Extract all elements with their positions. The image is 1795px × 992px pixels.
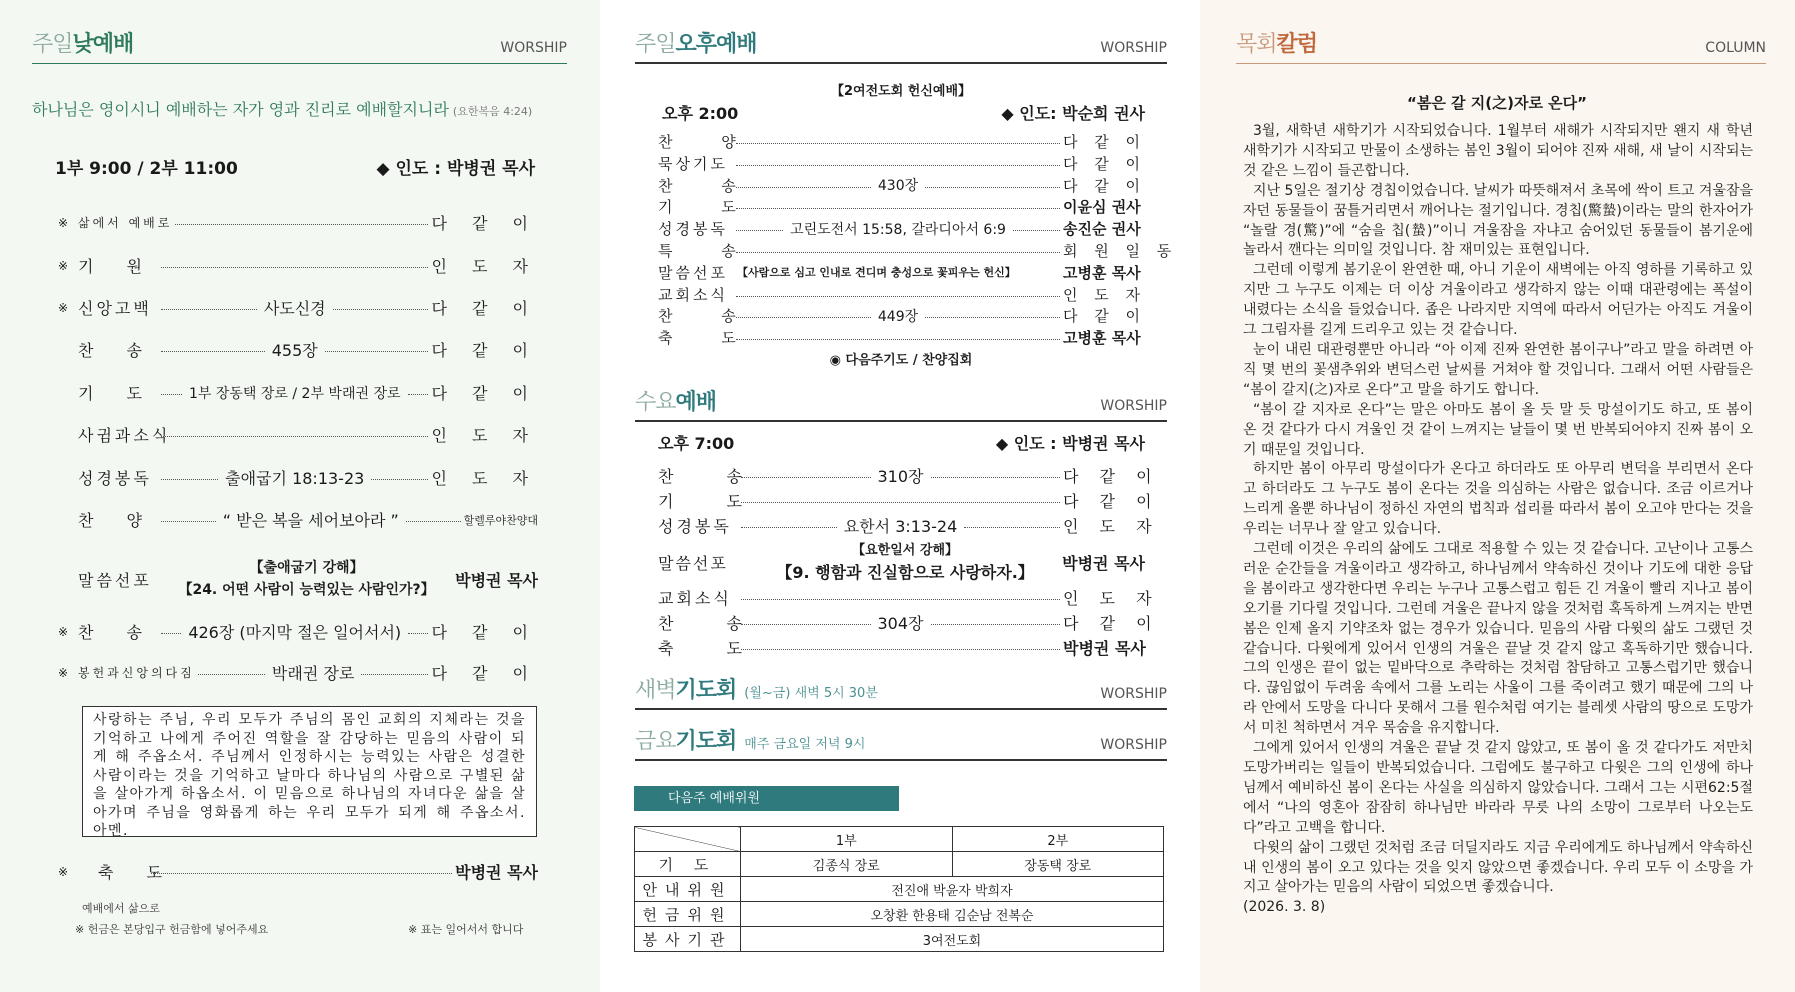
item-label: 기 원 xyxy=(78,257,156,276)
order-item xyxy=(58,381,538,404)
column-paragraph: 3월, 새학년 새학기가 시작되었습니다. 1월부터 새해가 시작되지만 왠지 새 학년 새학기가 시작되고 만물이 소생하는 봄인 3월이 되어야 진짜 새해, 새 날이 시작되는 것 같은 느낌이 들곤합니다. xyxy=(1243,123,1753,179)
theme-verse xyxy=(32,97,532,120)
item-who: 다 같 이 xyxy=(1063,467,1160,486)
wed-sermon-label: 말씀선포 xyxy=(658,553,728,573)
column-paragraph: 지난 5일은 절기상 경칩이었습니다. 날씨가 따뜻해져서 초목에 싹이 트고 겨울잠을 자던 동물들이 꿈틀거리면서 깨어나는 절기입니다. 경칩(驚蟄)이라는 말의 한자어가 “놀랄 경(驚)”에 “숨을 칩(蟄)”이니 겨울잠을 자냐고 숨어있던 동물들이 봄기운에 놀라서 깬다는 의미일 것입니다. 참 재미있는 표현입니다. xyxy=(1243,182,1753,259)
order-item xyxy=(658,327,1145,348)
item-detail: 310장 xyxy=(877,467,924,486)
wed-sermon-series: 【요한일서 강해】 xyxy=(852,543,958,558)
order-item xyxy=(658,464,1160,487)
footer-note-2: ※ 헌금은 본당입구 헌금함에 넣어주세요 xyxy=(75,923,269,936)
wed-leader: ◆ 인도 : 박병권 목사 xyxy=(995,434,1145,453)
item-who: 다 같 이 xyxy=(1063,154,1147,173)
leader-dots xyxy=(736,230,783,231)
table-cell: 김종식 장로 xyxy=(741,852,953,877)
section-title: 주일낮예배 xyxy=(32,32,134,57)
wed-time-row xyxy=(658,431,1145,454)
item-who: 박병권 목사 xyxy=(1063,639,1146,658)
wed-time: 오후 7:00 xyxy=(658,434,735,453)
item-label: 찬 송 xyxy=(658,176,758,195)
divider xyxy=(32,63,567,64)
row-label: 기 도 xyxy=(635,852,741,877)
service-leader: ◆ 인도 : 박병권 목사 xyxy=(376,159,535,179)
table-cell: 장동택 장로 xyxy=(952,852,1164,877)
prayer-box xyxy=(82,706,537,837)
leader-dots xyxy=(161,479,218,480)
item-detail: 출애굽기 18:13-23 xyxy=(225,469,365,488)
item-label: 성경봉독 xyxy=(658,220,728,239)
benediction-who: 박병권 목사 xyxy=(455,863,538,882)
order-item xyxy=(58,661,538,684)
item-label: 묵상기도 xyxy=(658,154,728,173)
section-header: 목회칼럼 COLUMN xyxy=(1236,24,1766,64)
item-who: 다 같 이 xyxy=(1063,176,1147,195)
leader-dots xyxy=(161,436,428,437)
order-item xyxy=(58,508,538,531)
leader-dots xyxy=(736,187,871,188)
item-label: 교회소식 xyxy=(658,589,732,608)
column-paragraph: 그런데 이렇게 봄기운이 완연한 때, 아니 기운이 새벽에는 아직 영하를 기록하고 있지만 그 누구도 이제는 더 이상 겨울이라고 생각하지 않는 이때 대관령에는 폭설이 내렸다는 소식을 들었습니다. 좁은 나라지만 지역에 따라서 어딘가는 아직도 겨울이 그 그림자를 길게 드리우고 있는 것 같습니다. xyxy=(1243,262,1753,339)
item-label: 축 도 xyxy=(658,329,758,348)
sermon-preacher: 박병권 목사 xyxy=(455,570,538,590)
order-item xyxy=(58,338,538,361)
section-header xyxy=(32,24,567,64)
leader-dots xyxy=(161,309,257,310)
col-header-2: 2부 xyxy=(952,827,1164,852)
item-detail: 1부 장동택 장로 / 2부 박래권 장로 xyxy=(188,385,401,402)
service-subtitle: 【2여전도회 헌신예배】 xyxy=(830,84,972,99)
mark: ※ xyxy=(58,215,69,230)
item-who: 다 같 이 xyxy=(431,623,539,642)
item-who: 할렐루야찬양대 xyxy=(463,513,539,527)
sunday-morning-panel xyxy=(0,0,600,992)
service-time: 1부 9:00 / 2부 11:00 xyxy=(55,159,238,179)
sermon-title: 【24. 어떤 사람이 능력있는 사람인가?】 xyxy=(178,582,435,598)
leader-dots xyxy=(175,224,428,225)
leader-dots xyxy=(408,394,429,395)
item-label: 사귐과소식 xyxy=(78,426,171,445)
item-label: 성경봉독 xyxy=(78,469,152,488)
order-item xyxy=(658,131,1145,152)
order-item xyxy=(658,175,1145,196)
item-label: 찬 송 xyxy=(658,467,766,486)
item-who: 고병훈 목사 xyxy=(1063,263,1141,282)
column-paragraph: “봄이 갈 지자로 온다”는 말은 아마도 봄이 올 듯 말 듯 망설이기도 하고, 또 봄이 온 것 같다가 다시 겨울인 것 같이 느껴지는 날들이 몇 번 반복되어야지 진짜 봄이 오기 때문일 것입니다. xyxy=(1243,401,1753,458)
mark: ※ xyxy=(58,258,69,273)
item-who: 고병훈 목사 xyxy=(1063,329,1141,348)
item-who: 인 도 자 xyxy=(1063,517,1160,536)
order-item xyxy=(658,218,1145,239)
col-header-1: 1부 xyxy=(741,827,953,852)
section-en-label: WORSHIP xyxy=(500,40,567,56)
item-label: 말씀선포 xyxy=(658,263,728,282)
item-who: 다 같 이 xyxy=(431,384,539,403)
column-paragraph: 하지만 봄이 아무리 망설이다가 온다고 하더라도 또 아무리 변덕을 부리면서 온다고 하더라도 그 누구도 봄이 온다는 것을 의심하는 사람은 없습니다. 조금 이르거나 느리게 올뿐 하나님이 정하신 자연의 법칙과 섭리를 따라서 봄이 오고야 만다는 것을 우리는 너무나 잘 알고 있습니다. xyxy=(1243,461,1753,538)
section-header: 주일오후예배 WORSHIP xyxy=(635,24,1167,64)
item-who: 회 원 일 동 xyxy=(1063,242,1178,260)
item-label: 특 송 xyxy=(658,242,758,260)
item-who: 인 도 자 xyxy=(431,469,539,488)
item-detail: 박래권 장로 xyxy=(271,664,355,683)
item-detail: 【사람으로 심고 인내로 견디며 충성으로 꽃피우는 헌신】 xyxy=(737,266,1016,280)
order-item xyxy=(58,254,538,277)
column-paragraph: (2026. 3. 8) xyxy=(1243,899,1326,916)
service-time-row xyxy=(662,101,1145,124)
sermon-row xyxy=(58,556,538,602)
leader-dots xyxy=(741,624,871,625)
leader-dots xyxy=(741,599,1060,600)
table-cell: 전진애 박윤자 박희자 xyxy=(741,877,1164,902)
footer-note-1: 예배에서 삶으로 xyxy=(82,902,160,915)
item-label: 교회소식 xyxy=(658,285,728,304)
column-paragraph: 다윗의 삶이 그랬던 것처럼 조금 더딜지라도 지금 우리에게도 하나님께서 약속하신 내 인생의 봄이 오고 있다는 것을 잊지 않았으면 좋겠습니다. 우리 모두 이 소망을 가지고 살아가는 믿음의 사람이 되었으면 좋겠습니다. xyxy=(1243,839,1753,896)
table-cell: 오창환 한용태 김순남 전복순 xyxy=(741,902,1164,927)
wednesday-header: 수요예배 WORSHIP xyxy=(635,382,1167,422)
leader-dots xyxy=(161,394,182,395)
item-label: 기 도 xyxy=(658,492,766,511)
item-who: 다 같 이 xyxy=(1063,307,1147,326)
mark: ※ xyxy=(58,665,69,680)
leader-dots xyxy=(964,527,1060,528)
item-label: 찬 송 xyxy=(78,623,156,642)
leader-dots xyxy=(161,351,265,352)
leader-dots xyxy=(371,479,428,480)
item-label: 봉헌과신앙의다짐 xyxy=(78,666,195,680)
item-who: 인 도 자 xyxy=(1063,589,1160,608)
item-label: 찬 송 xyxy=(658,614,766,633)
item-label: 축 도 xyxy=(658,639,766,658)
dawn-prayer-header: 새벽기도회 (월~금) 새벽 5시 30분 WORSHIP xyxy=(635,670,1167,710)
order-item xyxy=(658,305,1145,326)
item-who: 인 도 자 xyxy=(431,257,538,276)
order-item xyxy=(658,153,1145,174)
order-item xyxy=(658,514,1160,537)
item-detail: 304장 xyxy=(877,614,924,633)
item-who: 다 같 이 xyxy=(431,214,538,233)
order-item xyxy=(58,620,538,643)
item-detail: 사도신경 xyxy=(263,299,326,318)
order-item xyxy=(658,611,1160,634)
item-who: 송진순 권사 xyxy=(1063,220,1141,239)
mark: ※ xyxy=(58,300,69,315)
item-who: 인 도 자 xyxy=(431,426,538,445)
leader-dots xyxy=(161,521,216,522)
item-detail: 430장 xyxy=(877,178,919,195)
item-label: 기 도 xyxy=(78,384,156,403)
row-label: 봉사기관 xyxy=(635,927,741,952)
leader-dots xyxy=(736,252,1060,253)
order-item xyxy=(658,586,1160,609)
leader-dots xyxy=(325,351,429,352)
item-who: 이윤심 권사 xyxy=(1063,198,1141,217)
footer-note-3: ※ 표는 일어서서 합니다 xyxy=(408,923,524,936)
order-item xyxy=(58,423,538,446)
item-label: 기 도 xyxy=(658,198,758,217)
table-cell: 3여전도회 xyxy=(741,927,1164,952)
wed-sermon-row xyxy=(658,540,1145,584)
item-who: 다 같 이 xyxy=(1063,133,1147,151)
leader-dots xyxy=(741,649,1060,650)
next-week-note: ◉ 다음주기도 / 찬양집회 xyxy=(829,353,973,368)
item-who: 다 같 이 xyxy=(431,664,539,683)
leader-dots xyxy=(408,633,428,634)
leader-dots xyxy=(931,624,1061,625)
leader-dots xyxy=(931,477,1061,478)
item-label: 찬 양 xyxy=(78,511,156,530)
row-label: 헌금위원 xyxy=(635,902,741,927)
column-paragraph: 눈이 내린 대관령뿐만 아니라 “아 이제 진짜 완연한 봄이구나”라고 말을 하려면 아직 몇 번의 꽃샘추위와 변덕스런 날씨를 거쳐야 할 것입니다. 그래서 어떤 사람들은 “봄이 갈지(之)자로 온다”고 말을 하기도 합니다. xyxy=(1243,341,1753,398)
mark: ※ xyxy=(58,624,69,639)
leader-dots xyxy=(198,674,265,675)
order-item xyxy=(58,296,538,319)
service-time-row xyxy=(55,154,535,179)
verse-text: 하나님은 영이시니 예배하는 자가 영과 진리로 예배할지니라 xyxy=(32,100,449,119)
order-item xyxy=(658,489,1160,512)
service-leader: ◆ 인도: 박순희 권사 xyxy=(1001,104,1145,123)
item-label: 신앙고백 xyxy=(78,299,152,318)
item-who: 다 같 이 xyxy=(1063,614,1160,633)
order-item xyxy=(658,284,1145,305)
verse-ref: (요한복음 4:24) xyxy=(452,105,533,118)
wed-sermon-preacher: 박병권 목사 xyxy=(1062,553,1145,573)
item-label: 찬 송 xyxy=(78,341,156,360)
prayer-text: 사랑하는 주님, 우리 모두가 주님의 몸인 교회의 지체라는 것을 기억하고 나에게 주어진 역할을 잘 감당하는 믿음의 사람이 되게 해 주옵소서. 주님께서 인정하시는 능력있는 사람은 성결한 사람이라는 것을 기억하고 날마다 하나님의 사람으로 구별된 삶을 살아가게 하옵소서. 이 믿음으로 하나님의 자녀다운 삶을 살아가며 주님을 영화롭게 하는 우리 모두가 되게 해 주옵소서. 아멘. xyxy=(93,712,526,839)
sermon-label: 말씀선포 xyxy=(78,570,152,590)
order-item xyxy=(58,466,538,489)
leader-dots xyxy=(736,208,1060,209)
leader-dots xyxy=(741,502,1060,503)
item-detail: “ 받은 복을 세어보아라 ” xyxy=(222,511,399,530)
leader-dots xyxy=(925,317,1060,318)
row-label: 안내위원 xyxy=(635,877,741,902)
leader-dots xyxy=(161,633,181,634)
committee-tag: 다음주 예배위원 xyxy=(634,786,899,811)
column-body xyxy=(1243,122,1753,918)
item-detail: 고린도전서 15:58, 갈라디아서 6:9 xyxy=(790,221,1006,238)
friday-prayer-header: 금요기도회 매주 금요일 저녁 9시 WORSHIP xyxy=(635,721,1167,761)
item-label: 삶에서 예배로 xyxy=(78,216,173,230)
order-item xyxy=(658,196,1145,217)
item-detail: 455장 xyxy=(271,341,318,360)
leader-dots xyxy=(736,296,1060,297)
order-item xyxy=(658,636,1145,659)
leader-dots xyxy=(736,317,871,318)
order-item xyxy=(658,262,1145,283)
leader-dots xyxy=(741,527,837,528)
leader-dots xyxy=(736,165,1060,166)
leader-dots xyxy=(361,674,428,675)
item-who: 다 같 이 xyxy=(1063,492,1160,511)
committee-table xyxy=(634,826,1164,952)
item-detail: 449장 xyxy=(877,308,919,325)
leader-dots xyxy=(736,339,1060,340)
column-title: “봄은 갈 지(之)자로 온다” xyxy=(1406,94,1587,112)
leader-dots xyxy=(1013,230,1060,231)
item-who: 다 같 이 xyxy=(431,299,538,318)
leader-dots xyxy=(925,187,1060,188)
benediction-row: ※ 축 도 박병권 목사 xyxy=(58,860,538,883)
item-detail: 426장 (마지막 절은 일어서서) xyxy=(188,623,402,642)
leader-dots xyxy=(406,521,461,522)
item-label: 성경봉독 xyxy=(658,517,732,536)
order-item xyxy=(658,240,1178,261)
leader-dots xyxy=(333,309,429,310)
leader-dots xyxy=(741,477,871,478)
sermon-series: 【출애굽기 강해】 xyxy=(249,560,364,576)
item-detail: 요한서 3:13-24 xyxy=(843,517,958,536)
leader-dots xyxy=(736,143,1060,144)
benediction-label: 축 도 xyxy=(98,863,176,882)
service-time: 오후 2:00 xyxy=(662,104,739,123)
item-label: 찬 송 xyxy=(658,307,758,326)
order-item xyxy=(58,211,538,234)
item-who: 인 도 자 xyxy=(1063,285,1147,304)
wed-sermon-title: 【9. 행함과 진실함으로 사랑하자.】 xyxy=(776,563,1034,582)
item-who: 다 같 이 xyxy=(431,341,539,360)
column-paragraph: 그런데 이것은 우리의 삶에도 그대로 적용할 수 있는 것 같습니다. 고난이나 고통스러운 순간들을 겨울이라고 생각하고, 하나님께서 약속하신 것이나 기도에 대한 응답을 봄이라고 생각한다면 우리는 누구나 고통스럽고 힘든 긴 겨울이 빨리 지나고 봄이 오기를 기다릴 것입니다. 그런데 겨울은 끝나지 않을 것처럼 혹독하게 느껴지는 반면 봄은 인제 올지 기약조차 없는 경우가 있습니다. 믿음의 사람 다윗의 삶도 그랬던 것 같습니다. 다윗에게 있어서 인생의 겨울은 끝날 것 같지 않고 혹독하기만 했습니다. 그의 인생은 끝이 없는 밑바닥으로 추락하는 것처럼 참담하고 고통스럽기만 했습니다. 끊임없이 두려움 속에서 그를 노리는 사울이 그를 죽이려고 했기 때문에 그의 나라 안에서 도망을 다니다 못해서 그를 원수처럼 여기는 블레셋 사람의 땅으로 도망가서 미친 척하면서 겨우 목숨을 유지합니다. xyxy=(1243,541,1753,737)
column-paragraph: 그에게 있어서 인생의 겨울은 끝날 것 같지 않았고, 또 봄이 올 것 같다가도 저만치 도망가버리는 일들이 반복되었습니다. 그럼에도 불구하고 다윗은 그의 인생에 하나님께서 예비하신 봄이 온다는 사실을 의심하지 않았습니다. 그래서 그는 시편62:5절에서 “나의 영혼아 잠잠히 하나님만 바라라 무릇 나의 소망이 그로부터 나오는도다”라고 고백을 합니다. xyxy=(1243,740,1753,836)
leader-dots xyxy=(161,267,428,268)
item-label: 찬 양 xyxy=(658,133,758,151)
